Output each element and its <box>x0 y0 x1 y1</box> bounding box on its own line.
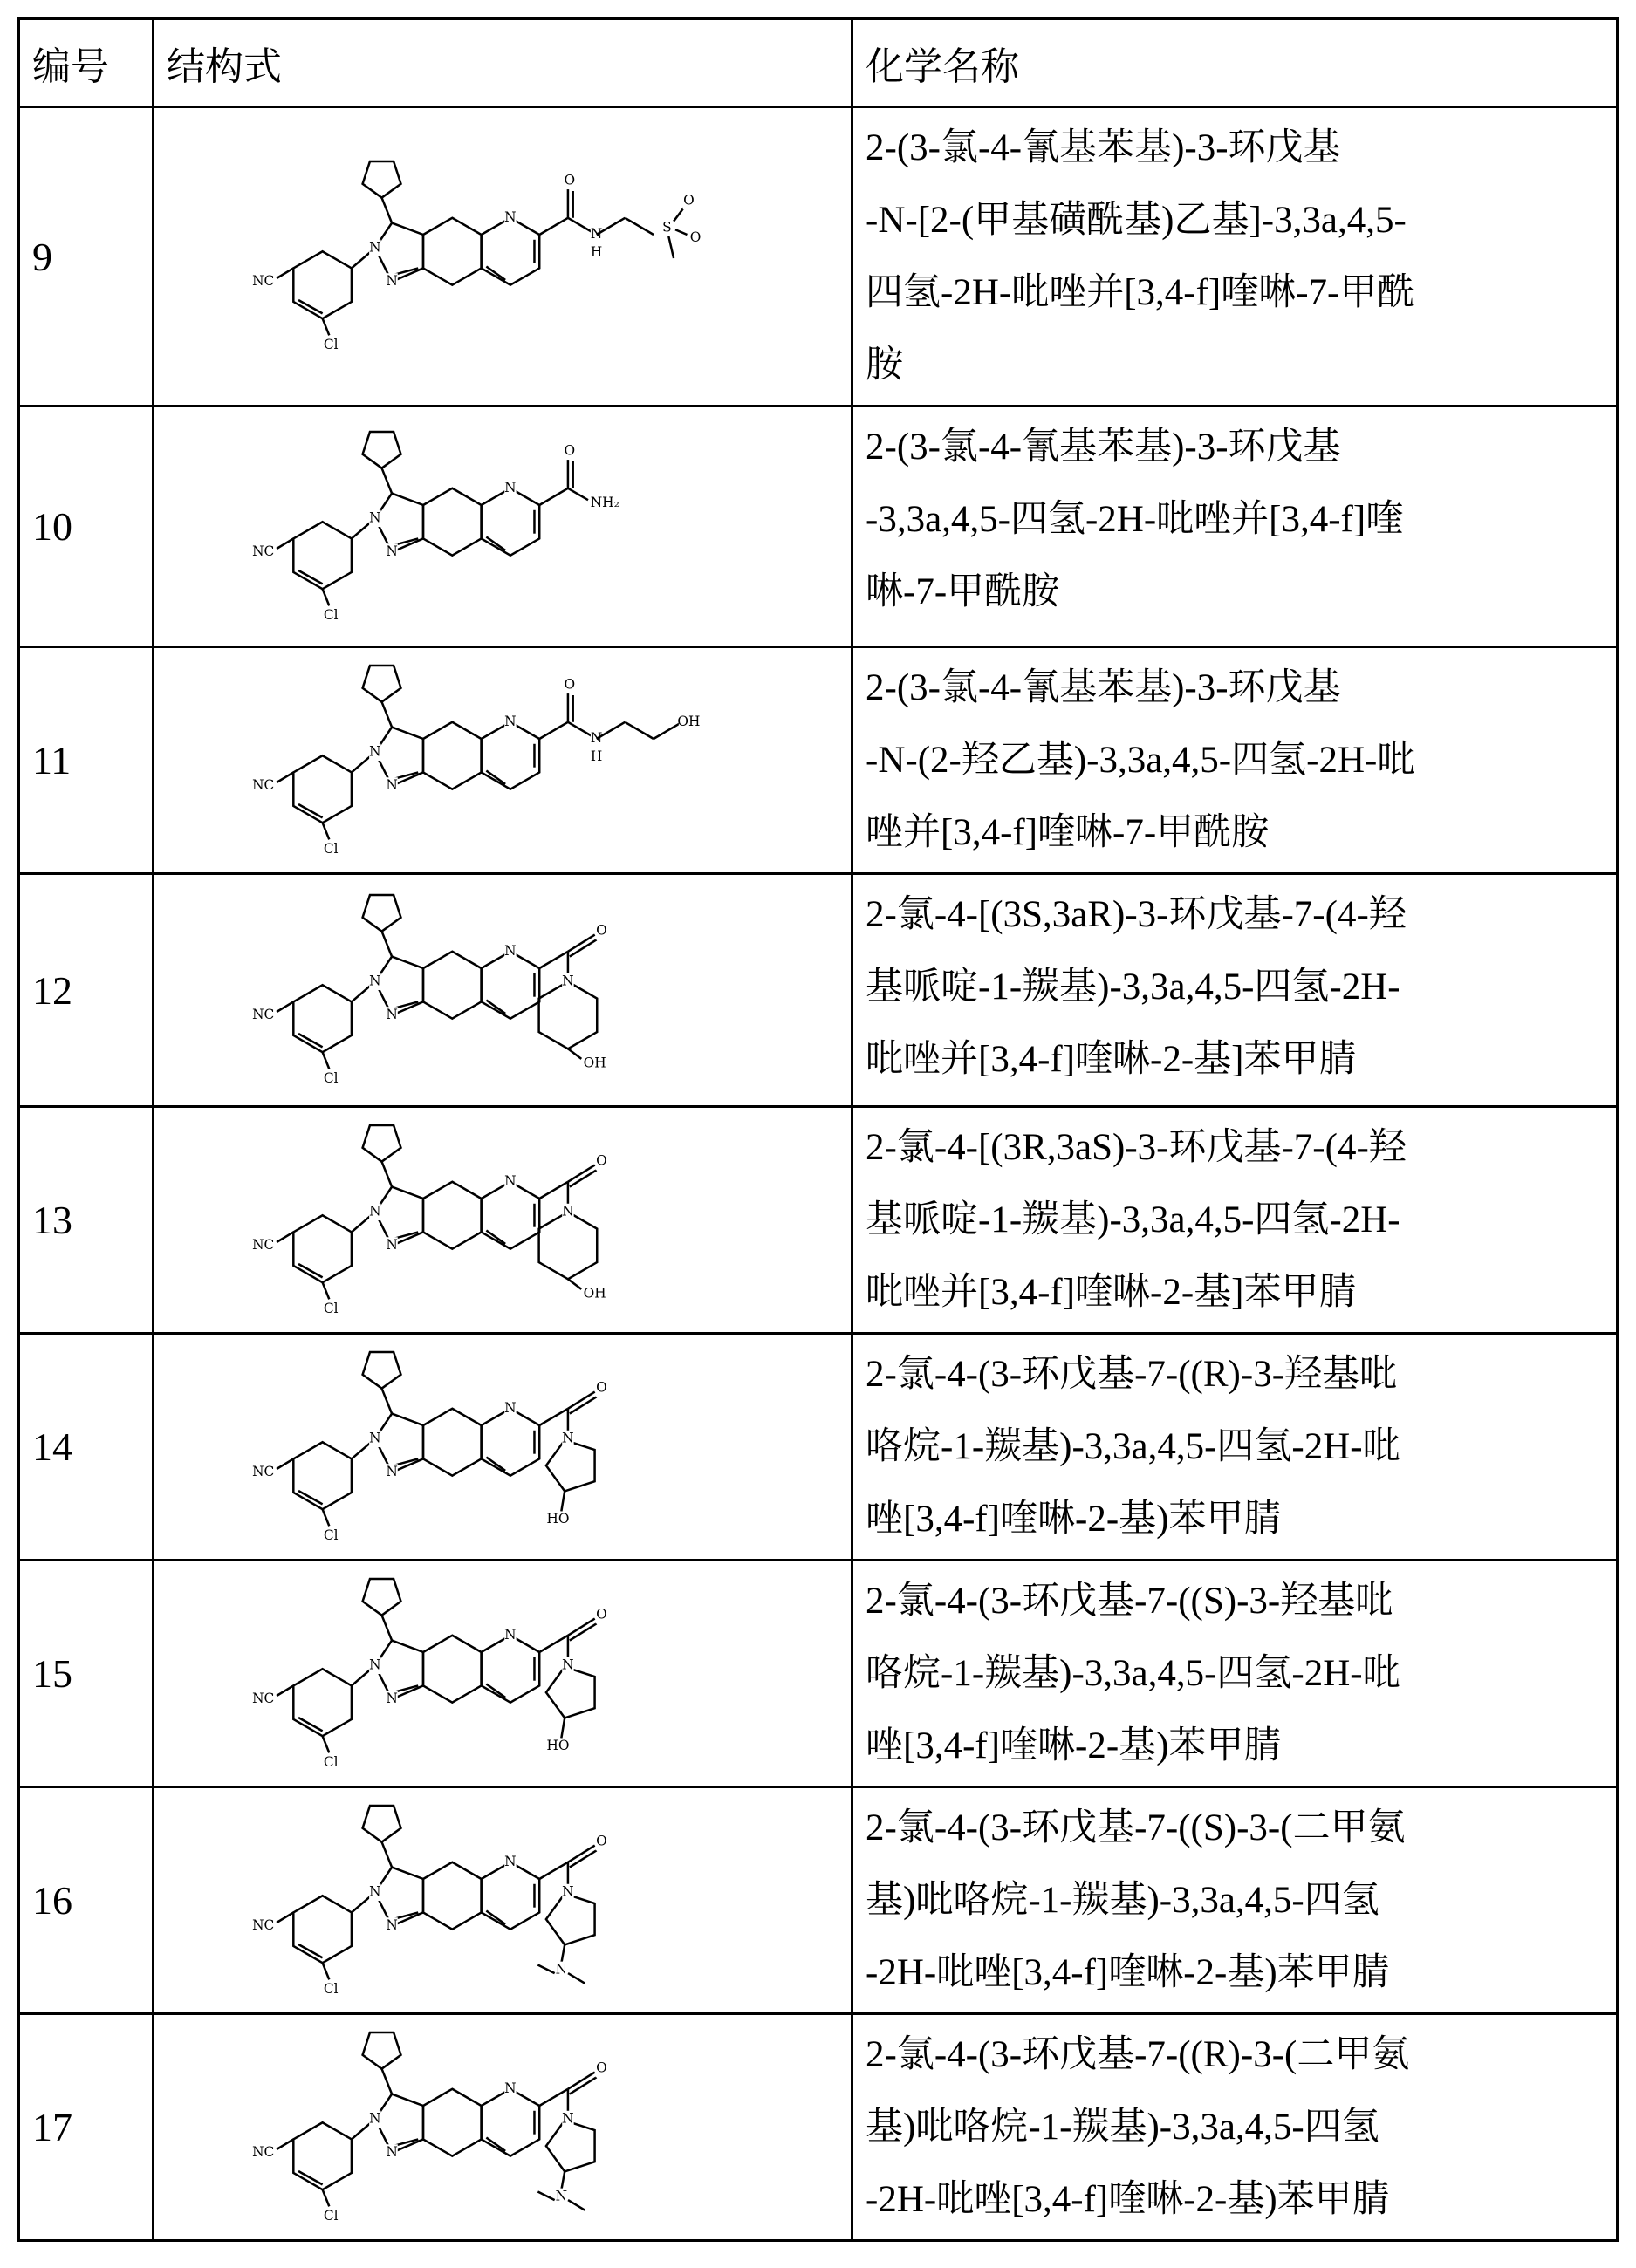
pyrazole-n-label: N <box>386 1007 397 1022</box>
chemical-name-line: 2-氯-4-(3-环戊基-7-((R)-3-(二甲氨 <box>866 2019 1607 2091</box>
chemical-structure-drawing <box>171 881 834 1099</box>
benzonitrile-ring <box>293 1896 352 1963</box>
cyclopentyl-ring <box>363 1578 401 1615</box>
benzonitrile-ring <box>293 2122 352 2189</box>
chemical-name-line: 基)吡咯烷-1-羰基)-3,3a,4,5-四氢 <box>866 2091 1607 2163</box>
cyclopentyl-ring <box>363 431 401 468</box>
structure-cell <box>154 647 852 874</box>
pyridine-n-label: N <box>504 1626 516 1642</box>
bond <box>539 2088 568 2105</box>
pyridine-ring <box>482 2088 540 2155</box>
chemical-structure-drawing <box>171 652 834 870</box>
amide-h-label: H <box>591 748 602 764</box>
bond <box>323 1736 330 1752</box>
tetrahydro-ring <box>423 1408 482 1475</box>
pyridine-n-label: N <box>504 2080 516 2095</box>
chemical-structure-drawing <box>171 1111 834 1329</box>
benzonitrile-ring <box>293 1669 352 1736</box>
nitrile-label: NC <box>252 1463 274 1479</box>
bond <box>675 229 687 235</box>
table-row <box>19 1787 1618 2014</box>
pyridine-ring <box>482 1408 540 1475</box>
bond <box>323 589 330 605</box>
table-row <box>19 1561 1618 1787</box>
pyridine-ring <box>482 952 540 1019</box>
amide-n-label: N <box>562 973 573 988</box>
pyrazole-n-label: N <box>369 1430 380 1445</box>
chemical-structure-drawing <box>171 1338 834 1556</box>
chemical-name-cell <box>852 1107 1618 1334</box>
chemical-structure-drawing <box>171 1792 834 2010</box>
pyrazole-n-label: N <box>386 1916 397 1932</box>
structure-cell <box>154 1787 852 2014</box>
nitrile-label: NC <box>252 1236 274 1252</box>
bond <box>568 1279 581 1289</box>
bond <box>382 1841 393 1867</box>
benzonitrile-ring <box>293 985 352 1052</box>
bond <box>382 198 393 223</box>
bond <box>277 772 293 782</box>
hydroxyl-label: OH <box>677 713 700 728</box>
pyrazole-n-label: N <box>386 1690 397 1705</box>
tetrahydro-ring <box>423 1181 482 1248</box>
carbonyl-o-label: O <box>565 442 576 458</box>
pyrazole-n-label: N <box>369 1883 380 1899</box>
chloro-label: Cl <box>324 337 339 352</box>
chemical-name-cell <box>852 1334 1618 1561</box>
bond <box>625 218 654 235</box>
chemical-name-cell <box>852 1787 1618 2014</box>
pyridine-n-label: N <box>504 1399 516 1415</box>
cyclopentyl-ring <box>363 1351 401 1388</box>
header-structure: 结构式 <box>154 19 852 107</box>
chemical-name-line: 胺 <box>866 329 1607 401</box>
chemical-name-line: 2-氯-4-(3-环戊基-7-((S)-3-羟基吡 <box>866 1565 1607 1637</box>
chemical-name-line: 啉-7-甲酰胺 <box>866 556 1607 628</box>
nitrile-label: NC <box>252 1916 274 1932</box>
chloro-label: Cl <box>324 1753 339 1769</box>
chemical-name-line: 2-(3-氯-4-氰基苯基)-3-环戊基 <box>866 112 1607 184</box>
bond <box>277 1001 293 1012</box>
chemical-structure-drawing <box>171 1565 834 1783</box>
chemical-name-line: 唑[3,4-f]喹啉-2-基)苯甲腈 <box>866 1483 1607 1555</box>
pyridine-n-label: N <box>504 1172 516 1188</box>
sulfonyl-o-label: O <box>683 193 695 208</box>
benzonitrile-ring <box>293 1442 352 1509</box>
cyclopentyl-ring <box>363 1805 401 1841</box>
bond <box>568 488 588 499</box>
amide-n-label: N <box>591 226 602 242</box>
nitrile-label: NC <box>252 543 274 558</box>
compound-table <box>17 17 1619 2242</box>
methyl-bond <box>668 236 674 258</box>
methyl-bond <box>568 1973 585 1984</box>
chloro-label: Cl <box>324 1527 339 1542</box>
hydroxyl-label: HO <box>546 1738 569 1753</box>
carbonyl-o-label: O <box>565 676 576 692</box>
structure-cell <box>154 874 852 1107</box>
pyridine-n-label: N <box>504 943 516 959</box>
bond <box>539 721 568 738</box>
bond <box>561 1491 565 1511</box>
bond <box>323 1509 330 1526</box>
bond <box>277 268 293 278</box>
chemical-name-line: -2H-吡唑[3,4-f]喹啉-2-基)苯甲腈 <box>866 1937 1607 2009</box>
bond <box>382 1388 393 1413</box>
amide-n-label: N <box>562 2110 573 2126</box>
bond <box>277 2139 293 2149</box>
chemical-name-line: 唑[3,4-f]喹啉-2-基)苯甲腈 <box>866 1710 1607 1782</box>
table-row <box>19 2014 1618 2241</box>
pyridine-ring <box>482 488 540 555</box>
bond <box>539 1635 568 1651</box>
carbonyl-o-label: O <box>596 1833 607 1848</box>
compound-number: 14 <box>19 1334 154 1561</box>
benzonitrile-ring <box>293 1215 352 1282</box>
chemical-name-cell <box>852 2014 1618 2241</box>
pyridine-ring <box>482 218 540 285</box>
bond <box>625 721 654 738</box>
table-row <box>19 647 1618 874</box>
carbonyl-o-label: O <box>596 923 607 939</box>
chemical-name-line: 吡唑并[3,4-f]喹啉-2-基]苯甲腈 <box>866 1256 1607 1329</box>
chemical-name-line: 唑并[3,4-f]喹啉-7-甲酰胺 <box>866 796 1607 869</box>
chemical-structure-drawing <box>171 418 834 636</box>
chemical-name-line: 吡唑并[3,4-f]喹啉-2-基]苯甲腈 <box>866 1023 1607 1096</box>
bond <box>323 1052 330 1069</box>
structure-cell <box>154 2014 852 2241</box>
bond <box>539 952 568 968</box>
bond <box>539 1181 568 1198</box>
compound-number: 9 <box>19 107 154 406</box>
sulfur-label: S <box>662 219 672 235</box>
structure-cell <box>154 1561 852 1787</box>
pyridine-ring <box>482 721 540 789</box>
chemical-name-cell <box>852 874 1618 1107</box>
pyrazole-n-label: N <box>386 776 397 792</box>
tetrahydro-ring <box>423 488 482 555</box>
pyrazole-n-label: N <box>369 509 380 525</box>
chloro-label: Cl <box>324 606 339 622</box>
dimethylamino-n-label: N <box>556 2188 567 2203</box>
carbonyl-o-label: O <box>596 1379 607 1395</box>
amide-n-label: N <box>562 1883 573 1899</box>
bond <box>382 932 393 957</box>
chemical-name-line: 2-(3-氯-4-氰基苯基)-3-环戊基 <box>866 652 1607 724</box>
pyrazole-n-label: N <box>386 2143 397 2159</box>
pyrazole-n-label: N <box>369 1657 380 1672</box>
carbonyl-o-label: O <box>565 172 576 188</box>
table-row <box>19 1334 1618 1561</box>
bond <box>277 1912 293 1923</box>
pyridine-n-label: N <box>504 209 516 225</box>
chemical-name-line: -2H-吡唑[3,4-f]喹啉-2-基)苯甲腈 <box>866 2163 1607 2236</box>
chloro-label: Cl <box>324 2207 339 2223</box>
chemical-name-line: 2-氯-4-[(3S,3aR)-3-环戊基-7-(4-羟 <box>866 878 1607 951</box>
amine-label: NH₂ <box>591 495 619 510</box>
amide-h-label: H <box>591 244 602 260</box>
tetrahydro-ring <box>423 1862 482 1929</box>
structure-cell <box>154 107 852 406</box>
methyl-bond <box>537 2191 554 2200</box>
chloro-label: Cl <box>324 1980 339 1996</box>
pyrazole-n-label: N <box>386 1463 397 1479</box>
amide-n-label: N <box>591 730 602 746</box>
carbonyl-o-label: O <box>596 2060 607 2075</box>
pyridine-n-label: N <box>504 713 516 728</box>
table-row <box>19 406 1618 647</box>
compound-number: 10 <box>19 406 154 647</box>
dimethylamino-n-label: N <box>556 1961 567 1977</box>
hydroxyl-label: OH <box>584 1285 606 1301</box>
bond <box>561 1718 565 1738</box>
hydroxyl-label: HO <box>546 1511 569 1527</box>
pyrazole-n-label: N <box>369 2110 380 2126</box>
compound-number: 16 <box>19 1787 154 2014</box>
table-row <box>19 107 1618 406</box>
carbonyl-o-label: O <box>596 1606 607 1622</box>
chemical-name-line: -3,3a,4,5-四氢-2H-吡唑并[3,4-f]喹 <box>866 483 1607 556</box>
nitrile-label: NC <box>252 1690 274 1705</box>
chemical-name-line: 基哌啶-1-羰基)-3,3a,4,5-四氢-2H- <box>866 1184 1607 1256</box>
pyrazole-n-label: N <box>369 973 380 988</box>
tetrahydro-ring <box>423 218 482 285</box>
chemical-name-cell <box>852 647 1618 874</box>
pyridine-n-label: N <box>504 479 516 495</box>
structure-cell <box>154 406 852 647</box>
chemical-name-line: 基哌啶-1-羰基)-3,3a,4,5-四氢-2H- <box>866 951 1607 1023</box>
pyrrolidine-ring <box>546 1439 595 1491</box>
compound-number: 12 <box>19 874 154 1107</box>
pyrrolidine-ring <box>546 2120 595 2171</box>
sulfonyl-o-label: O <box>690 229 702 245</box>
pyridine-n-label: N <box>504 1853 516 1868</box>
chemical-name-line: -N-(2-羟乙基)-3,3a,4,5-四氢-2H-吡 <box>866 724 1607 796</box>
header-number: 编号 <box>19 19 154 107</box>
bond <box>382 2068 393 2094</box>
carbonyl-o-label: O <box>596 1152 607 1168</box>
tetrahydro-ring <box>423 721 482 789</box>
methyl-bond <box>537 1964 554 1973</box>
chloro-label: Cl <box>324 840 339 856</box>
bond <box>382 468 393 493</box>
structure-cell <box>154 1107 852 1334</box>
cyclopentyl-ring <box>363 665 401 701</box>
cyclopentyl-ring <box>363 1124 401 1161</box>
bond <box>323 823 330 839</box>
bond <box>323 1282 330 1299</box>
bond <box>323 1963 330 1979</box>
nitrile-label: NC <box>252 2143 274 2159</box>
tetrahydro-ring <box>423 952 482 1019</box>
chemical-name-line: 咯烷-1-羰基)-3,3a,4,5-四氢-2H-吡 <box>866 1637 1607 1710</box>
pyrazole-n-label: N <box>369 1203 380 1219</box>
chloro-label: Cl <box>324 1070 339 1086</box>
amide-n-label: N <box>562 1657 573 1672</box>
benzonitrile-ring <box>293 251 352 318</box>
chemical-name-line: 基)吡咯烷-1-羰基)-3,3a,4,5-四氢 <box>866 1864 1607 1937</box>
hydroxyl-label: OH <box>584 1055 606 1071</box>
bond <box>382 1615 393 1640</box>
bond <box>277 538 293 549</box>
chemical-name-line: 2-(3-氯-4-氰基苯基)-3-环戊基 <box>866 411 1607 483</box>
chemical-name-cell <box>852 1561 1618 1787</box>
benzonitrile-ring <box>293 522 352 589</box>
chemical-name-line: 四氢-2H-吡唑并[3,4-f]喹啉-7-甲酰 <box>866 256 1607 329</box>
chemical-name-line: 咯烷-1-羰基)-3,3a,4,5-四氢-2H-吡 <box>866 1411 1607 1483</box>
bond <box>277 1232 293 1242</box>
bond <box>539 1862 568 1878</box>
methyl-bond <box>568 2200 585 2210</box>
pyrrolidine-ring <box>546 1666 595 1718</box>
chemical-name-line: 2-氯-4-[(3R,3aS)-3-环戊基-7-(4-羟 <box>866 1111 1607 1184</box>
structure-cell <box>154 1334 852 1561</box>
amide-n-label: N <box>562 1203 573 1219</box>
amide-n-label: N <box>562 1430 573 1445</box>
nitrile-label: NC <box>252 273 274 289</box>
bond <box>323 318 330 335</box>
cyclopentyl-ring <box>363 2032 401 2068</box>
compound-number: 11 <box>19 647 154 874</box>
pyrazole-n-label: N <box>386 543 397 558</box>
pyrazole-n-label: N <box>386 1236 397 1252</box>
benzonitrile-ring <box>293 755 352 823</box>
pyrazole-n-label: N <box>369 239 380 255</box>
piperidine-ring <box>539 1212 598 1279</box>
table-row <box>19 874 1618 1107</box>
tetrahydro-ring <box>423 1635 482 1702</box>
chemical-name-cell <box>852 406 1618 647</box>
nitrile-label: NC <box>252 776 274 792</box>
bond <box>277 1685 293 1696</box>
tetrahydro-ring <box>423 2088 482 2155</box>
chemical-structure-drawing <box>171 2019 834 2237</box>
chemical-name-line: 2-氯-4-(3-环戊基-7-((R)-3-羟基吡 <box>866 1338 1607 1411</box>
bond <box>539 488 568 504</box>
compound-number: 17 <box>19 2014 154 2241</box>
bond <box>323 2189 330 2206</box>
bond <box>539 1408 568 1424</box>
bond <box>277 1458 293 1469</box>
header-row <box>19 19 1618 107</box>
compound-number: 13 <box>19 1107 154 1334</box>
bond <box>568 1049 581 1059</box>
bond <box>382 701 393 727</box>
chemical-name-line: 2-氯-4-(3-环戊基-7-((S)-3-(二甲氨 <box>866 1792 1607 1864</box>
chemical-name-cell <box>852 107 1618 406</box>
compound-number: 15 <box>19 1561 154 1787</box>
pyridine-ring <box>482 1181 540 1248</box>
nitrile-label: NC <box>252 1007 274 1022</box>
table-row <box>19 1107 1618 1334</box>
cyclopentyl-ring <box>363 895 401 932</box>
pyrazole-n-label: N <box>386 273 397 289</box>
cyclopentyl-ring <box>363 161 401 198</box>
header-chemical-name: 化学名称 <box>852 19 1618 107</box>
bond <box>539 218 568 235</box>
pyridine-ring <box>482 1635 540 1702</box>
bond <box>674 208 684 221</box>
bond <box>382 1161 393 1186</box>
chemical-name-line: -N-[2-(甲基磺酰基)乙基]-3,3a,4,5- <box>866 184 1607 256</box>
pyrrolidine-ring <box>546 1893 595 1944</box>
piperidine-ring <box>539 981 598 1049</box>
chemical-structure-drawing <box>171 147 834 365</box>
pyrazole-n-label: N <box>369 743 380 759</box>
pyridine-ring <box>482 1862 540 1929</box>
chloro-label: Cl <box>324 1300 339 1315</box>
